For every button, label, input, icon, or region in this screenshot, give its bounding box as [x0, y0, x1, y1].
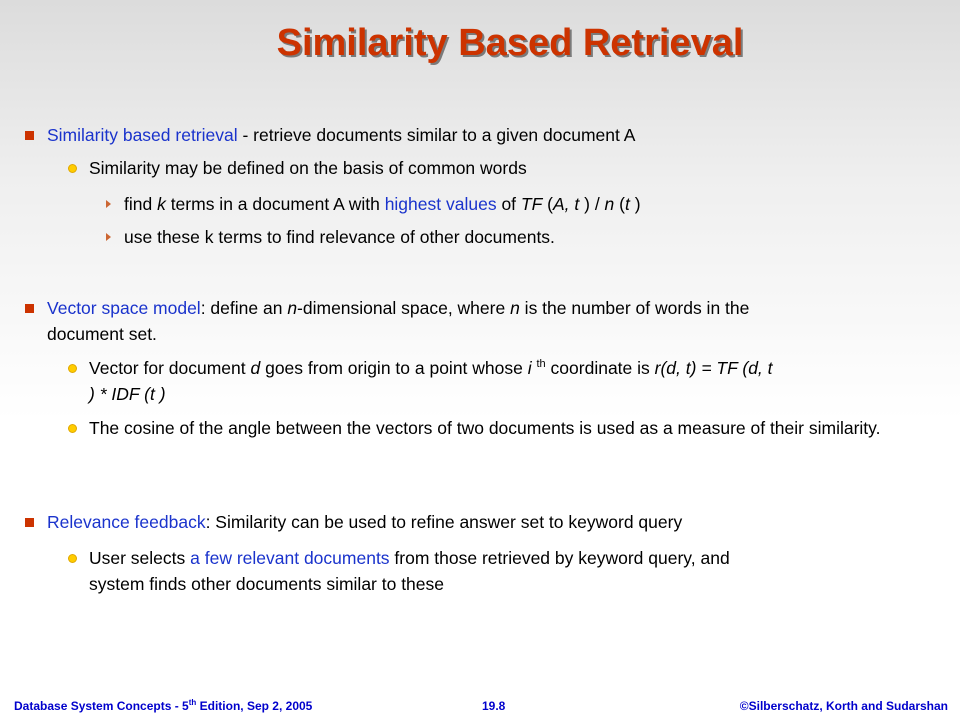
text: (	[614, 194, 625, 214]
bullet-relevance-feedback	[47, 509, 927, 535]
decorative-swoosh	[938, 560, 960, 610]
text: k	[157, 194, 166, 214]
text: -dimensional space, where	[297, 298, 511, 318]
text: r(d, t)	[654, 358, 697, 378]
bullet-vector-space-model	[47, 295, 927, 347]
text: from those retrieved by keyword query, and	[389, 548, 730, 568]
footer-copyright: ©Silberschatz, Korth and Sudarshan	[739, 699, 948, 713]
page-number: 19.8	[482, 699, 506, 713]
slide-title: Similarity Based Retrieval	[276, 22, 744, 64]
footer-text: Edition, Sep 2, 2005	[196, 699, 313, 713]
text: i	[527, 358, 532, 378]
sub-bullet-user-selects	[89, 545, 939, 597]
text: TF	[716, 358, 738, 378]
text: IDF	[111, 384, 140, 404]
text: coordinate is	[545, 358, 655, 378]
text: is the number of words in the	[519, 298, 750, 318]
dot-bullet-icon	[68, 364, 77, 373]
text: (	[542, 194, 553, 214]
text: )	[154, 384, 166, 404]
text: t	[624, 194, 630, 214]
square-bullet-icon	[25, 131, 34, 140]
dot-bullet-icon	[68, 424, 77, 433]
text: t	[149, 384, 155, 404]
text: n	[510, 298, 520, 318]
bullet-text: - retrieve documents similar to a given document A	[237, 125, 636, 145]
footer-left	[14, 699, 312, 713]
text: n	[287, 298, 298, 318]
arrow-bullet-icon	[106, 233, 111, 241]
dot-bullet-icon	[68, 554, 77, 563]
sub-bullet-common-words: Similarity may be defined on the basis of common words	[89, 158, 527, 178]
square-bullet-icon	[25, 304, 34, 313]
text: : Similarity can be used to refine answer set to keyword query	[205, 512, 683, 532]
text: TF	[520, 194, 543, 214]
text: n	[604, 194, 615, 214]
text: terms in a document A with	[165, 194, 385, 214]
text: d, t	[748, 358, 773, 378]
text: goes from origin to a point whose	[260, 358, 528, 378]
footer-text: Database System Concepts - 5	[14, 699, 189, 713]
term-relevance-feedback: Relevance feedback	[47, 512, 206, 532]
sub-bullet-vector-definition	[89, 355, 939, 407]
text: User selects	[89, 548, 191, 568]
term-relevant-documents: a few relevant documents	[190, 548, 390, 568]
text: A, t	[553, 194, 580, 214]
text: of	[496, 194, 521, 214]
text: document set.	[47, 324, 157, 344]
dot-bullet-icon	[68, 164, 77, 173]
text: find	[124, 194, 158, 214]
superscript: th	[536, 358, 546, 371]
text: : define an	[200, 298, 288, 318]
sub-sub-bullet-find-terms	[124, 191, 924, 217]
text: system finds other documents similar to these	[89, 574, 445, 594]
sub-bullet-cosine: The cosine of the angle between the vectors of two documents is used as a measure of their similarity.	[89, 418, 881, 438]
text: (	[139, 384, 150, 404]
text: (	[737, 358, 749, 378]
sub-sub-bullet-use-terms: use these k terms to find relevance of other documents.	[124, 227, 555, 247]
text: Vector for document	[89, 358, 251, 378]
text: )	[629, 194, 641, 214]
square-bullet-icon	[25, 518, 34, 527]
text: ) /	[579, 194, 605, 214]
term-vector-space-model: Vector space model	[47, 298, 201, 318]
bullet-similarity-retrieval	[47, 122, 927, 148]
text: ) *	[89, 384, 112, 404]
term-highest-values: highest values	[384, 194, 497, 214]
term-similarity-retrieval: Similarity based retrieval	[47, 125, 238, 145]
text: =	[696, 358, 717, 378]
footer-superscript: th	[188, 698, 197, 707]
text: d	[250, 358, 261, 378]
arrow-bullet-icon	[106, 200, 111, 208]
